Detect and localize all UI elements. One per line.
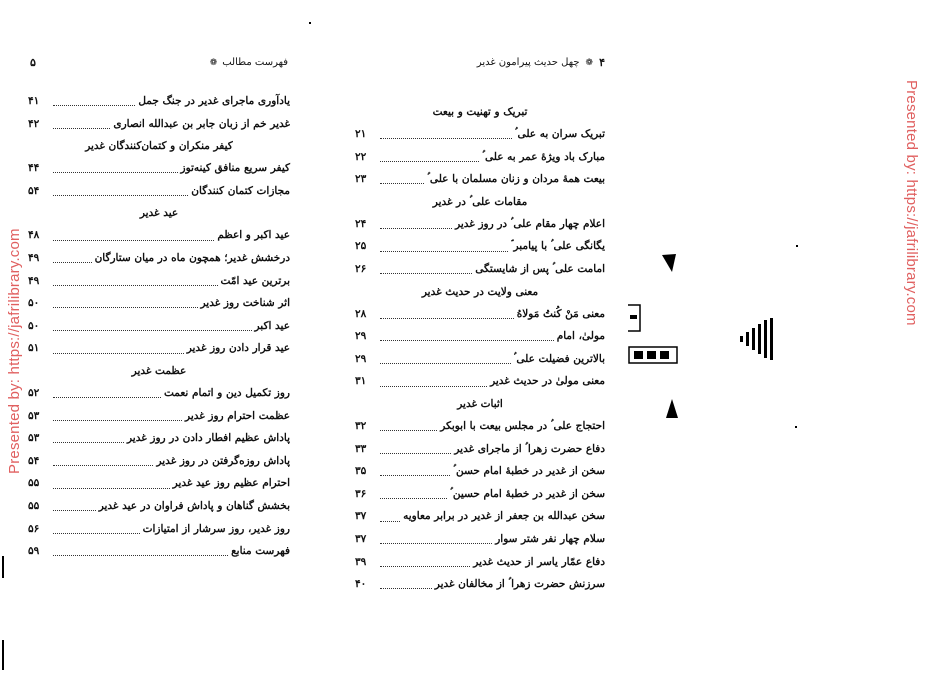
toc-entry-title: سخن از غدیر در خطبهٔ امام حسین ؑ (450, 487, 605, 500)
toc-entry-title: مجازات کتمان کنندگان (191, 184, 290, 197)
toc-entry-title: مبارک باد ویژهٔ عمر به علی ؑ (482, 150, 605, 163)
toc-leader-dots (53, 119, 110, 129)
toc-entry-title: پاداش روزه‌گرفتن در روز غدیر (156, 454, 290, 467)
toc-entry[interactable] (28, 405, 290, 428)
toc-leader-dots (53, 344, 184, 354)
toc-entry[interactable] (28, 224, 290, 247)
toc-entry[interactable] (355, 483, 605, 506)
toc-entry-page: ۴۰ (355, 578, 367, 591)
toc-entry-page: ۵۵ (28, 477, 40, 490)
toc-entry-page: ۴۸ (28, 229, 40, 242)
toc-entry[interactable] (355, 235, 605, 258)
toc-entry-page: ۴۲ (28, 117, 40, 130)
toc-entry[interactable] (355, 325, 605, 348)
toc-entry[interactable] (355, 438, 605, 461)
toc-leader-dots (53, 456, 153, 466)
toc-leader-dots (380, 129, 512, 139)
toc-entry[interactable] (28, 495, 290, 518)
toc-leader-dots (53, 524, 140, 534)
toc-entry-title: سرزنش حضرت زهرا ؑ از مخالفان غدیر (434, 578, 605, 591)
toc-entry-title: احترام عظیم روز عید غدیر (172, 477, 290, 490)
toc-entry-page: ۴۹ (28, 251, 40, 264)
toc-leader-dots (53, 546, 228, 556)
toc-leader-dots (53, 186, 188, 196)
scan-artifact-triangle-icon (660, 252, 680, 274)
toc-entry[interactable] (355, 213, 605, 236)
toc-entry[interactable] (28, 518, 290, 541)
toc-leader-dots (380, 512, 400, 522)
toc-entry-title: پاداش عظیم افطار دادن در روز غدیر (127, 432, 290, 445)
toc-leader-dots (380, 377, 487, 387)
toc-entry[interactable] (355, 123, 605, 146)
toc-entry[interactable] (28, 90, 290, 113)
toc-entry-title: معنی مولیٰ در حدیث غدیر (490, 375, 605, 388)
toc-entry[interactable] (28, 450, 290, 473)
toc-entry-title: امامت علی ؑ پس از شایستگی (475, 262, 605, 275)
toc-entry[interactable] (355, 168, 605, 191)
toc-entry-page: ۲۹ (355, 330, 367, 343)
right-toc (355, 101, 605, 596)
toc-entry-title: یادآوری ماجرای غدیر در جنگ جمل (138, 95, 290, 107)
toc-entry-page: ۳۳ (355, 442, 367, 455)
left-page-number: ۵ (30, 56, 36, 69)
toc-entry[interactable] (28, 270, 290, 293)
toc-leader-dots (53, 501, 96, 511)
toc-section-heading: مقامات علی ؑ در غدیر (432, 195, 528, 208)
toc-leader-dots (380, 309, 514, 319)
toc-leader-dots (53, 163, 178, 173)
toc-leader-dots (53, 388, 161, 398)
toc-entry-page: ۵۹ (28, 545, 40, 558)
toc-entry-page: ۲۲ (355, 150, 367, 163)
toc-entry[interactable] (28, 113, 290, 136)
scan-artifact-bracket-icon (626, 303, 646, 333)
toc-leader-dots (53, 298, 198, 308)
toc-entry-title: عید قرار دادن روز غدیر (186, 342, 290, 355)
toc-entry-title: روز تکمیل دین و اتمام نعمت (163, 386, 290, 399)
toc-entry-title: بالاترین فضیلت علی ؑ (513, 352, 605, 365)
toc-entry[interactable] (28, 247, 290, 270)
toc-leader-dots (380, 557, 470, 567)
toc-entry[interactable] (355, 528, 605, 551)
toc-entry[interactable] (355, 505, 605, 528)
toc-entry-title: بیعت همهٔ مردان و زنان مسلمان با علی ؑ (427, 173, 605, 186)
toc-entry-title: یگانگی علی ؑ با پیامبر ؐ (510, 240, 605, 253)
toc-entry-page: ۲۸ (355, 307, 367, 320)
toc-leader-dots (380, 579, 432, 589)
toc-entry-title: فهرست منابع (231, 545, 290, 558)
toc-section-heading: اثبات غدیر (457, 397, 503, 410)
toc-entry-page: ۵۶ (28, 522, 40, 535)
toc-leader-dots (380, 444, 451, 454)
toc-leader-dots (380, 219, 452, 229)
toc-entry-page: ۵۰ (28, 319, 40, 332)
toc-entry-title: اعلام چهار مقام علی ؑ در روز غدیر (455, 217, 605, 230)
toc-entry[interactable] (355, 348, 605, 371)
toc-entry[interactable] (28, 472, 290, 495)
toc-entry-title: سلام چهار نفر شتر سوار (495, 532, 605, 545)
toc-leader-dots (53, 321, 252, 331)
toc-entry-title: عید اکبر و اعظم (217, 229, 290, 242)
toc-entry-title: سخن عبدالله بن جعفر از غدیر در برابر معاویه (403, 510, 605, 523)
toc-leader-dots (53, 479, 170, 489)
toc-entry-page: ۴۱ (28, 95, 40, 107)
left-running-head (30, 56, 288, 69)
scan-left-edge-line (2, 556, 4, 578)
toc-entry-page: ۵۴ (28, 454, 40, 467)
toc-entry-page: ۲۴ (355, 217, 367, 230)
ornament-icon: ❁ (209, 57, 218, 68)
toc-leader-dots (380, 489, 447, 499)
toc-entry[interactable] (28, 540, 290, 563)
toc-section-heading: معنی ولایت در حدیث غدیر (421, 285, 539, 298)
toc-leader-dots (380, 466, 450, 476)
scan-dot (795, 426, 797, 428)
toc-entry-title: کیفر سریع منافق کینه‌توز (180, 162, 290, 175)
toc-entry-page: ۲۶ (355, 262, 367, 275)
toc-entry[interactable] (355, 551, 605, 574)
toc-entry-title: بخشش گناهان و پاداش فراوان در عید غدیر (98, 499, 290, 512)
toc-entry-page: ۳۹ (355, 555, 367, 568)
toc-entry-page: ۲۱ (355, 128, 367, 140)
toc-leader-dots (53, 411, 182, 421)
right-page-number: ۴ (599, 56, 605, 69)
toc-entry-title: دفاع عمّار یاسر از حدیث غدیر (473, 555, 605, 568)
toc-leader-dots (380, 152, 479, 162)
left-title-text: فهرست مطالب (222, 57, 288, 68)
toc-entry-title: برترین عید امّت (220, 274, 290, 287)
scan-artifact-strip-icon (628, 346, 678, 364)
toc-entry-page: ۴۹ (28, 274, 40, 287)
toc-entry[interactable] (355, 146, 605, 169)
toc-entry[interactable] (28, 427, 290, 450)
toc-entry-page: ۳۷ (355, 532, 367, 545)
toc-entry-page: ۲۳ (355, 173, 367, 186)
toc-entry[interactable] (28, 157, 290, 180)
toc-entry-page: ۳۲ (355, 419, 367, 432)
toc-entry-page: ۵۰ (28, 297, 40, 310)
watermark-left: Presented by: https://jafrilibrary.com (6, 228, 23, 474)
toc-leader-dots (380, 174, 424, 184)
toc-entry-page: ۵۵ (28, 499, 40, 512)
toc-entry-title: دفاع حضرت زهرا ؑ از ماجرای غدیر (454, 442, 605, 455)
toc-entry-page: ۲۹ (355, 352, 367, 365)
toc-entry-title: معنی مَنْ کُنتُ مَولاهُ (516, 307, 605, 320)
scan-dot (796, 245, 798, 247)
right-running-head (360, 56, 605, 69)
toc-leader-dots (380, 331, 554, 341)
toc-entry-title: سخن از غدیر در خطبهٔ امام حسن ؑ (453, 465, 605, 478)
watermark-right: Presented by: https://jafrilibrary.com (903, 80, 920, 326)
toc-entry[interactable] (355, 303, 605, 326)
scan-dot (309, 22, 311, 24)
scan-artifact-arrow-icon (664, 398, 680, 420)
toc-entry-title: درخشش غدیر؛ همچون ماه در میان ستارگان (94, 251, 290, 264)
left-toc (28, 90, 290, 563)
ornament-icon: ❁ (585, 57, 594, 68)
toc-section-heading: عید غدیر (139, 207, 179, 220)
toc-entry[interactable] (28, 180, 290, 203)
toc-entry-page: ۳۵ (355, 465, 367, 478)
toc-section-heading: تبریک و تهنیت و بیعت (432, 106, 528, 118)
toc-entry-title: غدیر خم از زبان جابر بن عبدالله انصاری (113, 117, 290, 130)
toc-entry-page: ۵۳ (28, 409, 40, 422)
toc-entry-title: احتجاج علی ؑ در مجلس بیعت با ابوبکر (440, 419, 605, 432)
toc-leader-dots (53, 96, 135, 106)
toc-entry-title: روز غدیر، روز سرشار از امتیازات (142, 522, 290, 535)
toc-entry[interactable] (355, 258, 605, 281)
toc-leader-dots (53, 276, 218, 286)
toc-leader-dots (53, 231, 214, 241)
toc-entry-title: عظمت احترام روز غدیر (185, 409, 290, 422)
toc-entry[interactable] (28, 292, 290, 315)
scan-artifact-bars-icon (740, 318, 776, 360)
toc-entry-title: عید اکبر (254, 319, 290, 332)
toc-leader-dots (53, 433, 124, 443)
toc-leader-dots (380, 354, 511, 364)
toc-entry[interactable] (355, 573, 605, 596)
toc-section-heading: عظمت غدیر (131, 364, 187, 377)
toc-entry-page: ۵۱ (28, 342, 40, 355)
toc-entry[interactable] (355, 370, 605, 393)
toc-entry-page: ۳۷ (355, 510, 367, 523)
scan-left-edge-line (2, 640, 4, 670)
toc-entry-title: تبریک سران به علی ؑ (514, 128, 605, 140)
toc-entry-title: مولیٰ، امام (556, 330, 605, 343)
left-running-title (210, 57, 288, 68)
toc-section-heading: کیفر منکران و کتمان‌کنندگان غدیر (85, 140, 233, 153)
toc-entry[interactable] (28, 382, 290, 405)
toc-entry-page: ۳۶ (355, 487, 367, 500)
toc-entry[interactable] (355, 415, 605, 438)
toc-leader-dots (380, 242, 508, 252)
toc-entry[interactable] (28, 315, 290, 338)
toc-leader-dots (53, 253, 92, 263)
toc-leader-dots (380, 534, 492, 544)
toc-entry-page: ۵۲ (28, 386, 40, 399)
toc-entry-page: ۲۵ (355, 240, 367, 253)
toc-leader-dots (380, 421, 437, 431)
right-title-text: چهل حدیث پیرامون غدیر (476, 57, 580, 68)
toc-entry[interactable] (355, 460, 605, 483)
toc-entry[interactable] (28, 337, 290, 360)
toc-entry-page: ۴۴ (28, 162, 40, 175)
toc-entry-page: ۵۳ (28, 432, 40, 445)
toc-entry-page: ۳۱ (355, 375, 367, 388)
toc-entry-title: اثر شناخت روز غدیر (200, 297, 290, 310)
toc-leader-dots (380, 264, 472, 274)
toc-entry-page: ۵۴ (28, 184, 40, 197)
